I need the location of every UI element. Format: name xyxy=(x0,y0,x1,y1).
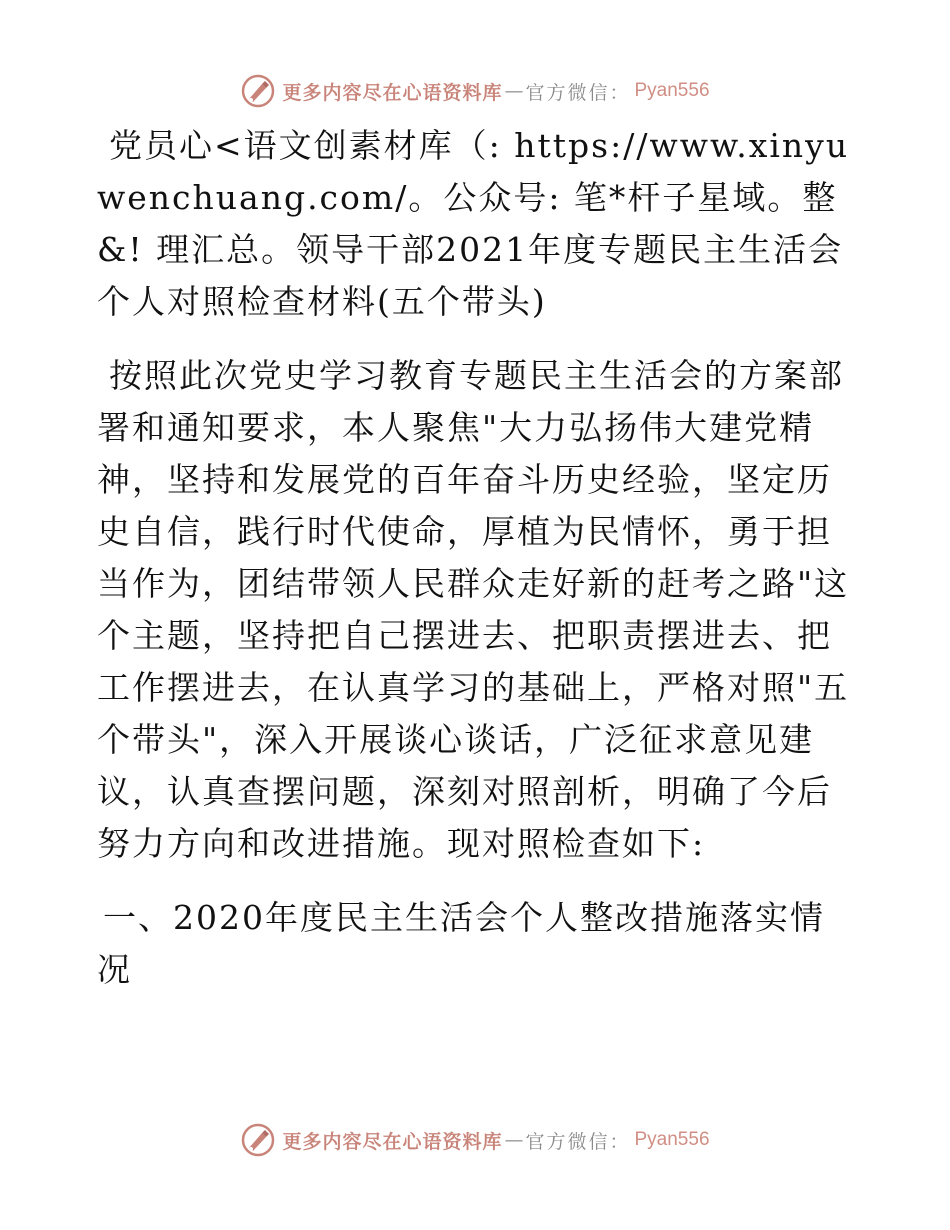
document-body xyxy=(97,120,857,996)
pen-seal-icon xyxy=(240,1122,276,1158)
banner-brand-text: 更多内容尽在心语资料库 xyxy=(282,1130,503,1153)
banner-separator: — xyxy=(504,80,524,102)
header-banner xyxy=(0,71,950,111)
banner-brand-text: 更多内容尽在心语资料库 xyxy=(282,81,503,104)
document-title: 党员心<语文创素材库（: https://www.xinyuwenchuang.com/。公众号: 笔*杆子星域。整&! 理汇总。领导干部2021年度专题民主生活会个人对照检查材料(五个带头) xyxy=(97,126,850,321)
footer-banner xyxy=(0,1120,950,1160)
intro-paragraph: 按照此次党史学习教育专题民主生活会的方案部署和通知要求，本人聚焦"大力弘扬伟大建党精神，坚持和发展党的百年奋斗历史经验，坚定历史自信，践行时代使命，厚植为民情怀，勇于担当作为，团结带领人民群众走好新的赶考之路"这个主题，坚持把自己摆进去、把职责摆进去、把工作摆进去，在认真学习的基础上，严格对照"五个带头"，深入开展谈心谈话，广泛征求意见建议，认真查摆问题，深刻对照剖析，明确了今后努力方向和改进措施。现对照检查如下: xyxy=(97,356,850,863)
pen-seal-icon xyxy=(240,73,276,109)
banner-official-label: 官方微信： xyxy=(525,1130,631,1153)
banner-handle: Pyan556 xyxy=(634,1129,710,1150)
section-heading-1: 一、2020年度民主生活会个人整改措施落实情况 xyxy=(97,898,825,989)
banner-handle: Pyan556 xyxy=(634,80,710,101)
banner-separator: — xyxy=(504,1129,524,1151)
banner-official-label: 官方微信： xyxy=(525,81,631,104)
